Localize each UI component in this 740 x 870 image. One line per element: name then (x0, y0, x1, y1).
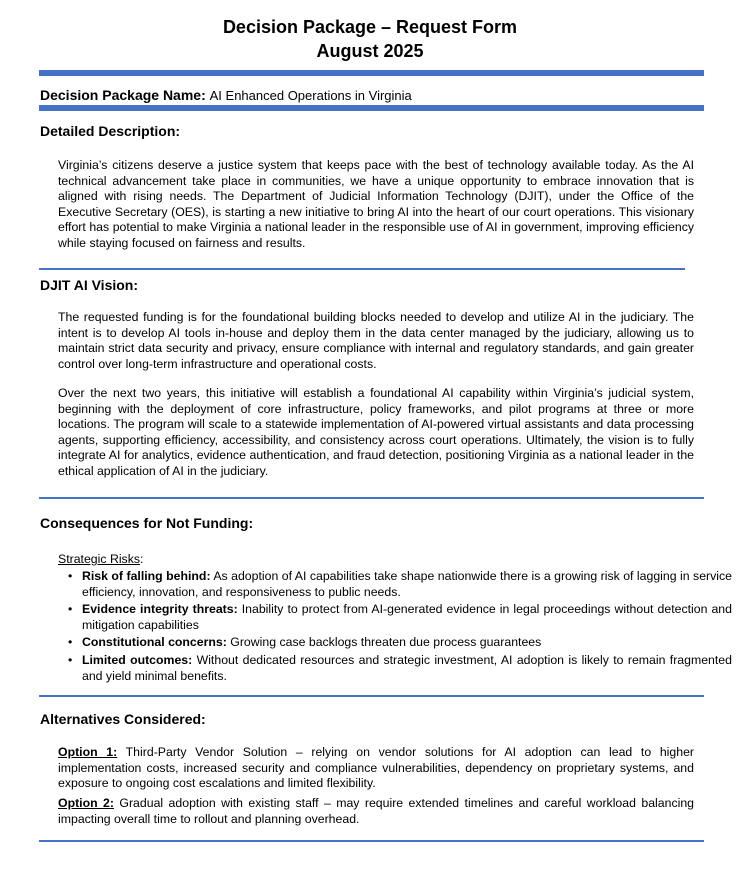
list-item (68, 569, 732, 600)
package-name-label: Decision Package Name: (40, 87, 206, 103)
detailed-description-text: Virginia’s citizens deserve a justice system that keeps pace with the best of technology available today. As the AI technical advancement take place in communities, we have a unique opportunity to embrace innovation that is aligned with rising needs. The Department of Judicial Information Technology (DJIT), under the Office of the Executive Secretary (OES), is starting a new initiative to bring AI into the heart of our court operations. This visionary effort has potential to make Virginia a national leader in the responsible use of AI in government, improving efficiency while staying focused on fairness and results. (58, 158, 694, 250)
option-2-label: Option 2 (58, 796, 110, 810)
strategic-risks-colon: : (140, 552, 144, 566)
risk-title: Evidence integrity threats: (82, 602, 238, 617)
bullet-dot-icon: • (68, 602, 73, 617)
bullet-dot-icon: • (68, 652, 73, 667)
risk-title: Limited outcomes: (82, 652, 193, 667)
risk-text: Inability to protect from AI-generated evidence in legal proceedings without detection and mitigation capabilities (82, 602, 732, 632)
vision-paragraph-2: Over the next two years, this initiative will establish a foundational AI capability within Virginia’s judicial system, beginning with the deployment of core infrastructure, policy frameworks, and pilot programs at three or more locations. The program will scale to a statewide implementation of AI-powered virtual assistants and data processing agents, supporting efficiency, accessibility, and consistency across court operations. Ultimately, the vision is to fully integrate AI for analytics, evidence authentication, and fraud detection, positioning Virginia as a national leader in the ethical application of AI in the judiciary. (58, 386, 694, 478)
vision-rule (39, 497, 704, 499)
risk-text: Without dedicated resources and strategic investment, AI adoption is likely to remain fragmented and yield minimal benefits. (82, 652, 732, 683)
option-2 (58, 796, 694, 827)
top-rule (39, 70, 704, 76)
option-2-text: Gradual adoption with existing staff – may require extended timelines and careful workload balancing impacting overall time to rollout and planning overhead. (58, 796, 694, 826)
title-line-2: August 2025 (316, 41, 424, 61)
option-1 (58, 745, 694, 792)
option-1-text: Third-Party Vendor Solution – relying on vendor solutions for AI adoption can lead to higher implementation costs, increased security and compliance vulnerabilities, dependency on proprietary systems, and exposure to ongoing cost escalations and limited flexibility. (58, 745, 695, 791)
vision-paragraph-1: The requested funding is for the foundational building blocks needed to develop and utilize AI in the judiciary. The intent is to develop AI tools in-house and deploy them in the data center managed by the judiciary, allowing us to maintain strict data security and privacy, ensure compliance with internal and regulatory standards, and gain greater control over long-term infrastructure and operational costs. (58, 310, 694, 371)
option-1-colon: : (113, 745, 118, 759)
consequences-rule (39, 695, 704, 697)
list-item (68, 653, 732, 684)
list-item (68, 602, 732, 633)
bottom-rule (39, 840, 704, 842)
description-rule (39, 268, 685, 270)
detailed-description-heading: Detailed Description: (40, 123, 181, 139)
name-rule (39, 105, 704, 111)
risk-title: Risk of falling behind: (82, 569, 211, 583)
title-line-1: Decision Package – Request Form (222, 17, 518, 37)
consequences-heading: Consequences for Not Funding: (40, 515, 254, 531)
option-1-label: Option 1 (58, 745, 114, 759)
vision-heading: DJIT AI Vision: (40, 277, 139, 293)
risk-title: Constitutional concerns: (82, 635, 227, 650)
risk-text: Growing case backlogs threaten due process guarantees (226, 635, 542, 650)
risk-list (68, 569, 732, 686)
package-name-row (40, 86, 412, 105)
risk-text: As adoption of AI capabilities take shape nationwide there is a growing risk of lagging in service efficiency, innovation, and responsiveness to public needs. (82, 569, 732, 599)
list-item (68, 635, 732, 651)
option-2-colon: : (109, 796, 114, 810)
bullet-dot-icon: • (68, 635, 73, 650)
strategic-risks-label (58, 552, 143, 567)
strategic-risks-text: Strategic Risks (58, 552, 141, 566)
package-name-value: AI Enhanced Operations in Virginia (209, 88, 412, 103)
bullet-dot-icon: • (68, 569, 73, 583)
alternatives-heading: Alternatives Considered: (40, 711, 206, 727)
